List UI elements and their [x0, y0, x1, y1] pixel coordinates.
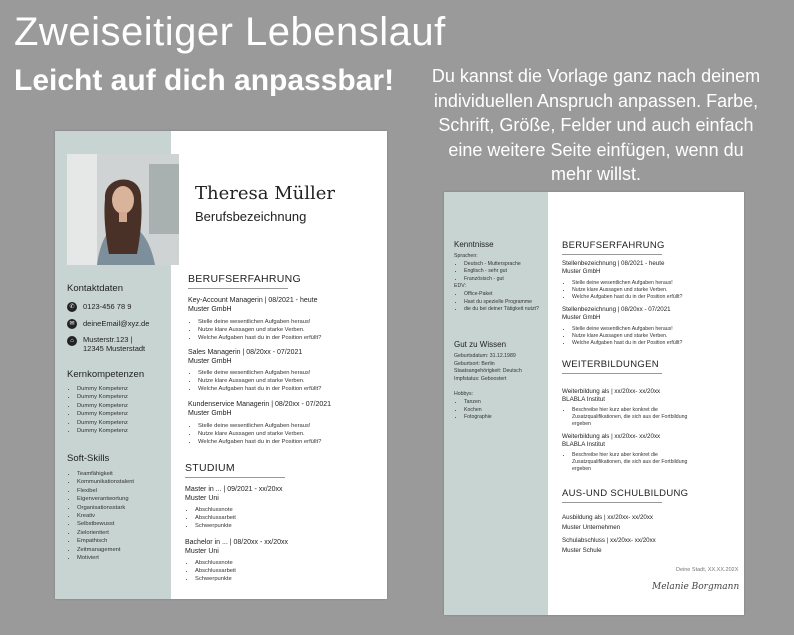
- job-entry: [188, 296, 317, 314]
- list-item: • Abschlussarbeit: [195, 568, 236, 576]
- list-item: • Eigenverantwortung: [77, 495, 134, 503]
- list-item: • Stelle deine wesentlichen Aufgaben heraus!: [572, 280, 682, 287]
- list-item: • Stelle deine wesentlichen Aufgaben heraus!: [572, 326, 682, 333]
- list-item: • Nutze klare Aussagen und starke Verben.: [572, 287, 682, 294]
- list-item: • Beschreibe hier kurz aber konkret die Zusatzqualifikationen, die sich aus der Fortbildung ergeben: [572, 452, 702, 473]
- address-line-1: Musterstr.123 |: [83, 335, 133, 344]
- institute-line: BLABLA Institut: [562, 441, 605, 448]
- list-item: • Tanzen: [464, 399, 522, 407]
- school-line: Muster Uni: [185, 548, 219, 555]
- experience-heading: BERUFSERFAHRUNG: [188, 273, 302, 285]
- list-item: • Zeitmanagement: [77, 546, 134, 554]
- divider: [562, 254, 662, 255]
- institution-line: Muster Unternehmen: [562, 524, 621, 531]
- study-line: Master in ... | 09/2021 - xx/20xx: [185, 486, 283, 493]
- list-item: • Französisch - gut: [464, 276, 539, 284]
- list-item: • Nutze klare Aussagen und starke Verben.: [198, 327, 321, 335]
- school-entry: [562, 513, 653, 533]
- hobbies-label: Hobbys:: [454, 391, 474, 398]
- skills-list: [67, 385, 128, 435]
- company-line: Muster GmbH: [562, 314, 601, 321]
- list-item: • Welche Aufgaben hast du in der Position erfüllt?: [572, 340, 682, 347]
- vaccination-status: Impfstatus: Geboostert: [454, 375, 507, 382]
- list-item: • Welche Aufgaben hast du in der Position erfüllt?: [572, 294, 682, 301]
- list-item: • Welche Aufgaben hast du in der Position erfüllt?: [198, 439, 321, 447]
- list-item: • Abschlussnote: [195, 560, 236, 568]
- address-line-2: 12345 Musterstadt: [83, 343, 146, 353]
- list-item: • Zielorientiert: [77, 529, 134, 537]
- job-entry: [562, 306, 671, 322]
- divider: [185, 477, 285, 478]
- list-item: • Stelle deine wesentlichen Aufgaben heraus!: [198, 319, 321, 327]
- school-line: Schulabschluss | xx/20xx- xx/20xx: [562, 537, 656, 544]
- description-text: Du kannst die Vorlage ganz nach deinem individuellen Anspruch anpassen. Farbe, Schrift, Größe, Felder und auch einfach eine weitere Seite einfügen, wenn du mehr willst.: [431, 66, 761, 184]
- job-line: Kundenservice Managerin | 08/20xx - 07/2021: [188, 401, 332, 408]
- job-line: Stellenbezeichnung | 08/2021 - heute: [562, 260, 665, 267]
- edv-label: EDV:: [454, 283, 466, 290]
- school-entry: [562, 536, 656, 556]
- job-entry: [188, 400, 331, 418]
- study-line: Bachelor in ... | 08/20xx - xx/20xx: [185, 539, 288, 546]
- knowledge-heading: Kenntnisse: [454, 240, 494, 249]
- study-entry: [185, 485, 283, 503]
- job-entry: [562, 260, 664, 276]
- email-row: [67, 319, 149, 329]
- good-to-know-block: [454, 353, 522, 422]
- training-heading: WEITERBILDUNGEN: [562, 359, 659, 370]
- resume-page-2: [444, 192, 744, 615]
- home-icon: ⌂: [67, 336, 77, 346]
- soft-skills-list: [67, 470, 134, 562]
- list-item: • Selbstbewusst: [77, 520, 134, 528]
- experience-heading: BERUFSERFAHRUNG: [562, 240, 665, 251]
- institution-line: Muster Schule: [562, 547, 602, 554]
- company-line: Muster GmbH: [188, 410, 232, 417]
- institute-line: BLABLA Institut: [562, 396, 605, 403]
- training-bullets: [562, 452, 702, 473]
- list-item: • Hast du spezielle Programme: [464, 299, 539, 307]
- list-item: • Dummy Kompetenz: [77, 393, 128, 401]
- list-item: • Kochen: [464, 407, 522, 415]
- list-item: • Organisationsstark: [77, 504, 134, 512]
- list-item: • Nutze klare Aussagen und starke Verben.: [572, 333, 682, 340]
- list-item: • Kreativ: [77, 512, 134, 520]
- list-item: • Schwerpunkte: [195, 523, 236, 531]
- school-line: Ausbildung als | xx/20xx- xx/20xx: [562, 514, 654, 521]
- list-item: • die du bei deiner Tätigkeit nutzt?: [464, 306, 539, 314]
- headline: Zweiseitiger Lebenslauf: [14, 10, 446, 54]
- list-item: • Motiviert: [77, 554, 134, 562]
- contact-heading: Kontaktdaten: [67, 283, 123, 294]
- list-item: • Dummy Kompetenz: [77, 385, 128, 393]
- phone-row: [67, 302, 131, 312]
- list-item: • Nutze klare Aussagen und starke Verben.: [198, 431, 321, 439]
- training-entry: [562, 388, 660, 404]
- school-line: Muster Uni: [185, 495, 219, 502]
- good-to-know-heading: Gut zu Wissen: [454, 340, 507, 349]
- skills-heading: Kernkompetenzen: [67, 369, 145, 380]
- list-item: • Beschreibe hier kurz aber konkret die Zusatzqualifikationen, die sich aus der Fortbildung ergeben: [572, 407, 702, 428]
- list-item: • Nutze klare Aussagen und starke Verben.: [198, 378, 321, 386]
- knowledge-block: [454, 253, 539, 314]
- job-bullets: [562, 280, 682, 301]
- resume-page-1: [55, 131, 387, 599]
- training-line: Weiterbildung als | xx/20xx- xx/20xx: [562, 388, 661, 395]
- divider: [562, 373, 662, 374]
- list-item: • Welche Aufgaben hast du in der Position erfüllt?: [198, 335, 321, 343]
- nationality: Staatsangehörigkeit: Deutsch: [454, 368, 522, 375]
- soft-skills-heading: Soft-Skills: [67, 453, 110, 464]
- company-line: Muster GmbH: [188, 358, 232, 365]
- job-line: Key-Account Managerin | 08/2021 - heute: [188, 297, 318, 304]
- list-item: • Schwerpunkte: [195, 576, 236, 584]
- training-bullets: [562, 407, 702, 428]
- birth-place: Geburtsort: Berlin: [454, 360, 495, 367]
- job-title: Berufsbezeichnung: [195, 209, 307, 224]
- list-item: • Deutsch - Muttersprache: [464, 261, 539, 269]
- company-line: Muster GmbH: [562, 268, 601, 275]
- training-entry: [562, 433, 660, 449]
- job-bullets: [188, 370, 321, 393]
- profile-photo: [67, 154, 179, 265]
- job-bullets: [562, 326, 682, 347]
- list-item: • Stelle deine wesentlichen Aufgaben heraus!: [198, 423, 321, 431]
- list-item: • Flexibel: [77, 487, 134, 495]
- person-name: Theresa Müller: [195, 183, 335, 204]
- training-line: Weiterbildung als | xx/20xx- xx/20xx: [562, 433, 661, 440]
- list-item: • Dummy Kompetenz: [77, 427, 128, 435]
- list-item: • Dummy Kompetenz: [77, 402, 128, 410]
- job-bullets: [188, 319, 321, 342]
- list-item: • Abschlussnote: [195, 507, 236, 515]
- phone-text: 0123-456 78 9: [83, 302, 132, 311]
- list-item: • Office-Paket: [464, 291, 539, 299]
- study-entry: [185, 538, 288, 556]
- list-item: • Fotographie: [464, 414, 522, 422]
- job-entry: [188, 348, 302, 366]
- list-item: • Teamfähigkeit: [77, 470, 134, 478]
- languages-label: Sprachen:: [454, 253, 478, 259]
- birth-date: Geburtsdatum: 31.12.1989: [454, 353, 516, 359]
- list-item: • Welche Aufgaben hast du in der Position erfüllt?: [198, 386, 321, 394]
- place-date: Deine Stadt, XX.XX.202X: [676, 567, 739, 573]
- address-row: [67, 336, 145, 353]
- list-item: • Stelle deine wesentlichen Aufgaben heraus!: [198, 370, 321, 378]
- email-text: deineEmail@xyz.de: [83, 319, 150, 328]
- list-item: • Empathisch: [77, 537, 134, 545]
- list-item: • Dummy Kompetenz: [77, 410, 128, 418]
- signature: Melanie Borgmann: [652, 582, 740, 592]
- list-item: • Kommunikationstalent: [77, 478, 134, 486]
- study-bullets: [185, 560, 236, 583]
- job-bullets: [188, 423, 321, 446]
- list-item: • Englisch - sehr gut: [464, 268, 539, 276]
- phone-icon: ✆: [67, 302, 77, 312]
- list-item: • Abschlussarbeit: [195, 515, 236, 523]
- divider: [188, 288, 288, 289]
- divider: [562, 502, 662, 503]
- job-line: Sales Managerin | 08/20xx - 07/2021: [188, 349, 303, 356]
- study-bullets: [185, 507, 236, 530]
- mail-icon: ✉: [67, 319, 77, 329]
- job-line: Stellenbezeichnung | 08/20xx - 07/2021: [562, 306, 671, 313]
- list-item: • Dummy Kompetenz: [77, 419, 128, 427]
- study-heading: STUDIUM: [185, 462, 235, 474]
- subline: Leicht auf dich anpassbar!: [14, 64, 395, 97]
- company-line: Muster GmbH: [188, 306, 232, 313]
- school-heading: AUS-UND SCHULBILDUNG: [562, 488, 689, 499]
